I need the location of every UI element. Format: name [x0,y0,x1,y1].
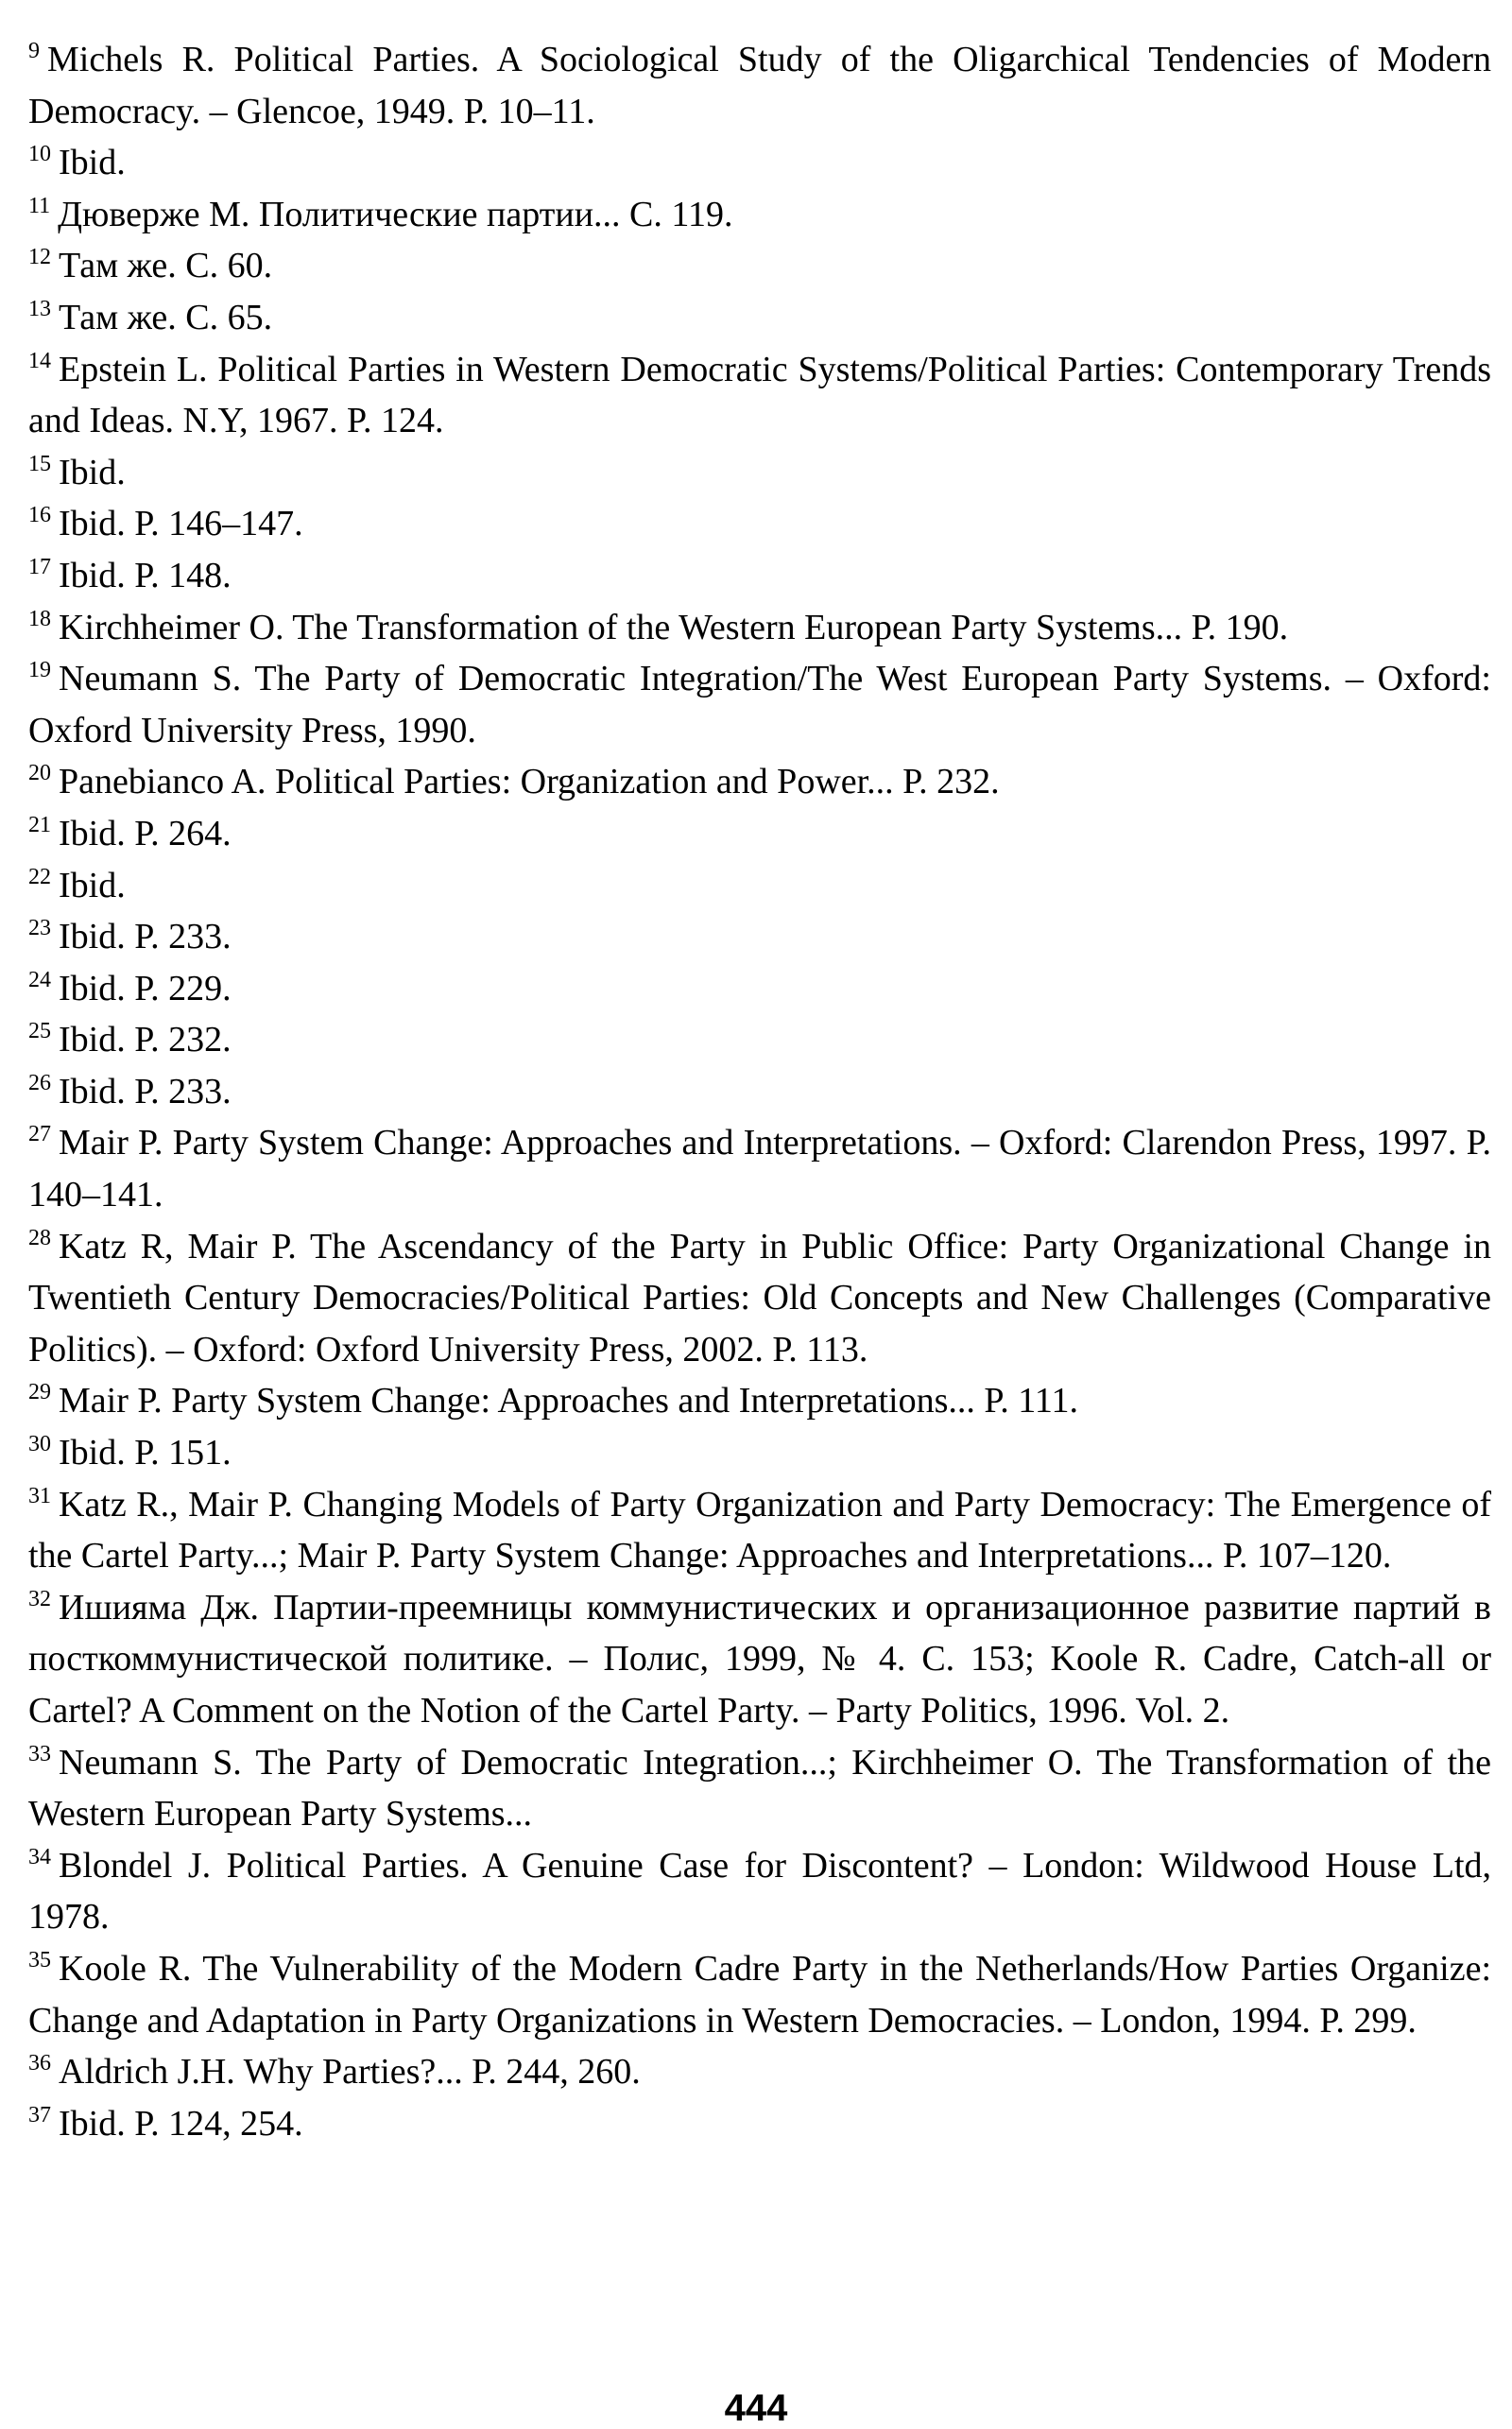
footnote [28,1582,1491,1737]
footnote-number: 26 [28,1070,51,1095]
footnote [28,1737,1491,1840]
footnote-text: Epstein L. Political Parties in Western Democratic Systems/Political Parties: Contemporary Trends and Ideas. N.Y, 1967. P. 124. [28,349,1491,441]
footnote [28,1840,1491,1943]
footnote-text: Ibid. [59,865,126,905]
footnote-number: 36 [28,2051,51,2076]
footnote [28,1014,1491,1066]
footnote-text: Mair P. Party System Change: Approaches and Interpretations. – Oxford: Clarendon Press, 1997. P. 140–141. [28,1123,1491,1215]
footnote [28,2046,1491,2098]
footnotes-list [28,34,1491,2149]
footnote-text: Kirchheimer O. The Transformation of the Western European Party Systems... P. 190. [59,607,1289,647]
footnote-number: 33 [28,1741,51,1766]
footnote [28,1479,1491,1582]
footnote-text: Mair P. Party System Change: Approaches and Interpretations... P. 111. [59,1381,1078,1421]
footnote-text: Blondel J. Political Parties. A Genuine Case for Discontent? – London: Wildwood House Ltd, 1978. [28,1845,1491,1938]
footnote [28,1375,1491,1427]
footnote-number: 30 [28,1432,51,1457]
footnote [28,2098,1491,2150]
footnote-text: Ibid. P. 124, 254. [59,2103,303,2144]
footnote-text: Ibid. [59,452,126,492]
footnote-text: Ibid. P. 148. [59,555,232,595]
footnote [28,34,1491,137]
footnote-text: Ibid. P. 146–147. [59,504,303,544]
footnote [28,1117,1491,1220]
footnote-number: 23 [28,916,51,941]
footnote [28,498,1491,550]
footnote-number: 31 [28,1483,51,1508]
footnote-number: 19 [28,658,51,683]
footnote [28,447,1491,499]
footnote [28,911,1491,963]
footnote-text: Koole R. The Vulnerability of the Modern Cadre Party in the Netherlands/How Parties Organize: Change and Adaptation in Party Organizations in Western Democracies. – London, 1994. P. 299. [28,1948,1491,2041]
footnote-text: Michels R. Political Parties. A Sociological Study of the Oligarchical Tendencies of Modern Democracy. – Glencoe, 1949. P. 10–11. [28,40,1491,131]
footnote-number: 15 [28,451,51,476]
footnote [28,602,1491,654]
footnote-number: 12 [28,245,51,270]
footnote-number: 25 [28,1019,51,1044]
footnote-text: Ibid. P. 232. [59,1020,232,1060]
footnote-text: Ibid. P. 264. [59,813,232,853]
footnote-text: Там же. С. 60. [59,246,273,286]
footnote-text: Ibid. P. 233. [59,1071,232,1111]
footnote-number: 17 [28,554,51,579]
footnote [28,292,1491,344]
footnote-text: Там же. С. 65. [59,297,273,337]
footnote-text: Neumann S. The Party of Democratic Integration/The West European Party Systems. – Oxford: Oxford University Press, 1990. [28,659,1491,750]
footnote-number: 13 [28,296,51,321]
footnote [28,344,1491,447]
footnote-number: 21 [28,812,51,837]
footnote [28,756,1491,808]
footnote [28,1066,1491,1118]
footnote-number: 20 [28,761,51,786]
footnote-number: 32 [28,1586,51,1611]
footnote [28,860,1491,912]
footnote-number: 9 [28,39,40,63]
footnote [28,1221,1491,1376]
footnote-number: 10 [28,142,51,167]
footnote-text: Ibid. [59,143,126,183]
footnote-number: 24 [28,967,51,992]
footnote-text: Katz R., Mair P. Changing Models of Party Organization and Party Democracy: The Emergence of the Cartel Party...; Mair P. Party System Change: Approaches and Interpretations... P. 107–120. [28,1484,1491,1576]
footnote-number: 11 [28,193,51,218]
footnote [28,189,1491,241]
footnote-number: 27 [28,1122,51,1147]
footnote-number: 28 [28,1225,51,1250]
footnote-text: Ibid. P. 151. [59,1433,232,1473]
footnote [28,808,1491,860]
footnote-text: Ишияма Дж. Партии-преемницы коммунистических и организационное развитие партий в посткоммунистической политике. – Полис, 1999, № 4. С. 153; Koole R. Cadre, Catch-all or Cartel? A Comment on the Notion of the Cartel Party. – Party Politics, 1996. Vol. 2. [28,1587,1491,1731]
footnote-number: 37 [28,2102,51,2128]
footnote-number: 18 [28,606,51,631]
footnote-number: 16 [28,503,51,528]
footnote [28,240,1491,292]
footnote-text: Neumann S. The Party of Democratic Integration...; Kirchheimer O. The Transformation of the Western European Party Systems... [28,1742,1491,1835]
footnote-text: Ibid. P. 229. [59,968,232,1008]
footnote-number: 35 [28,1947,51,1972]
footnote-number: 14 [28,348,51,373]
footnote-text: Дюверже М. Политические партии... С. 119. [58,194,733,234]
footnote [28,653,1491,756]
footnote [28,550,1491,602]
footnote-text: Panebianco A. Political Parties: Organization and Power... P. 232. [59,762,1000,802]
footnote-text: Ibid. P. 233. [59,917,232,957]
footnote [28,1943,1491,2046]
footnote [28,1427,1491,1479]
footnote [28,137,1491,189]
page-number: 444 [724,2387,788,2429]
footnote-text: Katz R, Mair P. The Ascendancy of the Party in Public Office: Party Organizational Change in Twentieth Century Democracies/Political Parties: Old Concepts and New Challenges (Comparative Politics). – Oxford: Oxford University Press, 2002. P. 113. [28,1226,1491,1370]
footnote-number: 34 [28,1844,51,1869]
footnote-number: 22 [28,864,51,889]
footnote [28,963,1491,1015]
footnote-text: Aldrich J.H. Why Parties?... P. 244, 260. [59,2052,641,2093]
footnote-number: 29 [28,1380,51,1405]
